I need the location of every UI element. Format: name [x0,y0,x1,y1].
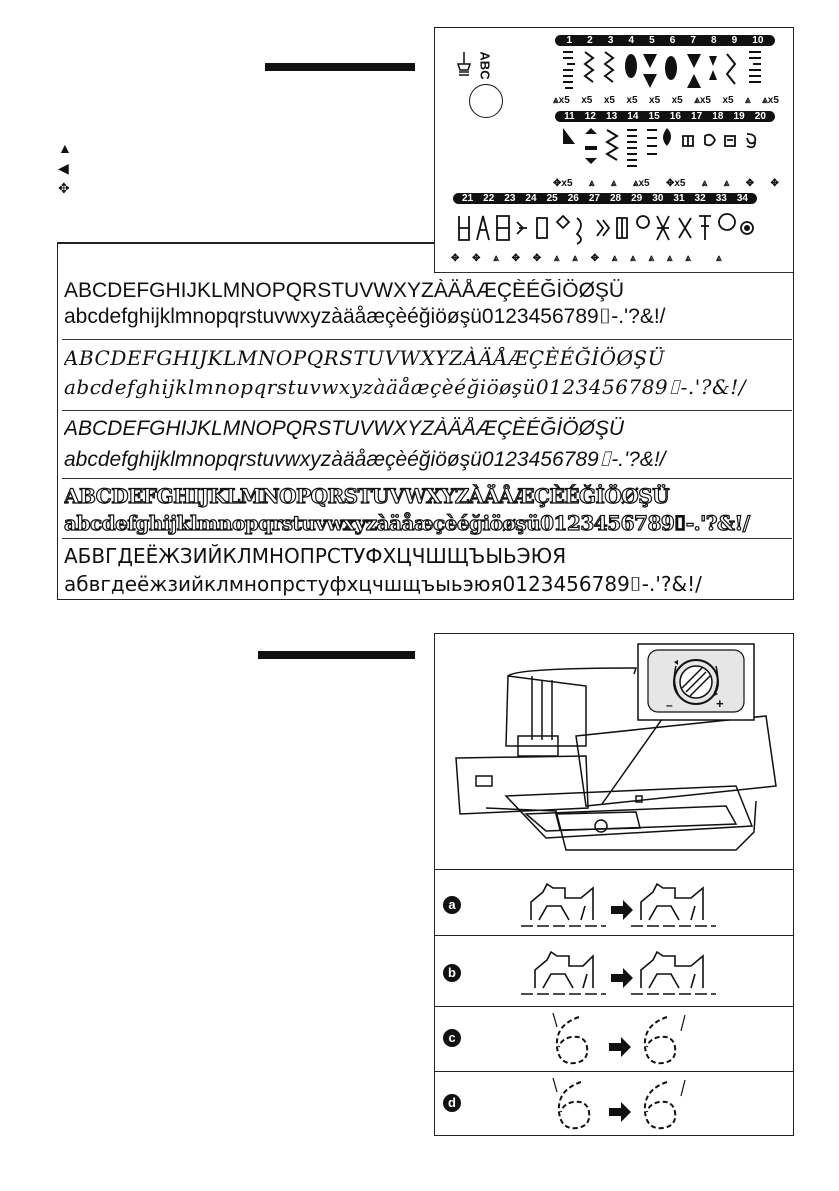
pattern-number-4: 4 [628,35,635,46]
stitch-direction-symbol-3: x5 [603,95,615,106]
stitch-direction-symbol-6: ⩓ [553,253,560,264]
font2-lowercase [64,375,793,399]
pattern-number-13: 33 [715,193,727,204]
dog-pattern-b-illustration [521,948,731,998]
step-label-c: c [443,1029,461,1047]
pattern-number-8: 8 [711,35,717,46]
pattern-number-2: 12 [584,111,596,122]
pattern-stitches-row-1 [559,48,773,94]
digit-6-pattern-c-illustration [545,1011,725,1069]
font3-lowercase-text: abcdefghijklmnopqrstuvwxyzàäåæçèéğiöøşü0123456789 [64,448,599,471]
font4-uppercase: ABCDEFGHIJKLMNOPQRSTUVWXYZÀÄÅÆÇÈÉĞİÖØŞÜ [64,484,670,508]
pattern-number-5: 15 [648,111,660,122]
pattern-number-6: 26 [567,193,579,204]
abc-foot-label: ABC [477,51,493,80]
legend-multidirection-icon: ✥ [58,180,70,196]
stitch-direction-symbol-6: x5 [671,95,683,106]
font5-tail: -.'?&!/ [641,572,702,596]
pattern-number-10: 30 [652,193,664,204]
pattern-symbol-34: ⩓ [716,253,722,264]
pattern-number-5: 25 [546,193,558,204]
digit-6-pattern-d-illustration [545,1076,725,1134]
stitch-direction-symbol-7: ⩓ [723,178,730,189]
step-row-a [435,869,794,935]
font-separator-0 [440,272,792,273]
stitch-direction-symbol-4: x5 [626,95,638,106]
stitch-direction-symbol-10: ⩓ [630,253,636,264]
font3-lowercase [64,448,793,472]
pattern-numbers-row-3 [453,193,757,204]
pattern-number-9: 19 [733,111,745,122]
stitch-direction-symbol-9: ✥ [770,178,779,189]
step-label-b: b [443,964,461,982]
font-panel-top-border [57,242,435,244]
font2-tail: -.'?&!/ [680,375,747,399]
stitch-direction-symbol-2: ✥ [472,253,481,264]
pattern-number-10: 10 [752,35,764,46]
pattern-number-1: 21 [462,193,474,204]
legend-forward-icon: ▲ [58,140,72,156]
font1-box-icon: ⌷ [598,305,612,328]
font-separator-3 [62,478,792,479]
font1-lowercase [64,305,793,329]
pattern-number-8: 18 [712,111,724,122]
stitch-direction-symbol-7: ⩓x5 [694,95,711,106]
font5-uppercase: АБВГДЕЁЖЗИЙКЛМНОПРСТУФХЦЧШЩЪЫЬЭЮЯ [64,544,567,568]
stitch-direction-symbol-1: ✥x5 [553,178,573,189]
stitch-direction-symbol-8: x5 [722,95,734,106]
pattern-number-11: 31 [673,193,685,204]
pattern-chart-panel [434,27,794,273]
foot-circle-icon [469,84,503,118]
section-heading-bar-top [265,63,415,71]
stitch-direction-symbol-4: ⩓x5 [632,178,650,189]
stitch-direction-symbol-10: ⩓x5 [762,95,779,106]
stitch-direction-symbol-2: ⩓ [588,178,595,189]
presser-foot-icon [455,50,473,76]
font-separator-1 [62,339,792,340]
stitch-direction-symbol-13: ⩓ [685,253,691,264]
stitch-direction-symbol-3: ⩓ [493,253,499,264]
sewing-machine-illustration [436,636,792,868]
pattern-number-7: 27 [588,193,600,204]
stitch-direction-symbol-9: ⩓ [611,253,618,264]
pattern-number-9: 29 [631,193,643,204]
pattern-number-9: 9 [731,35,738,46]
stitch-direction-symbol-8: ✥ [590,253,600,264]
stitch-direction-symbol-8: ✥ [745,178,755,189]
font2-box-icon: ⌷ [668,375,681,399]
pattern-number-4: 24 [525,193,537,204]
legend-sideways-icon: ◀ [58,160,69,176]
font-separator-2 [62,410,792,411]
section-heading-bar-bottom [258,651,415,659]
stitch-direction-symbol-4: ✥ [511,253,521,264]
pattern-symbols-row-1 [553,95,779,106]
font3-box-icon: ⌷ [598,448,612,471]
pattern-number-1: 1 [566,35,573,46]
pattern-number-3: 3 [607,35,614,46]
font5-box-icon: ⌷ [629,572,642,596]
pattern-number-2: 2 [587,35,593,46]
step-label-d: d [443,1094,461,1112]
pattern-number-3: 13 [606,111,618,122]
font5-lowercase [64,572,793,596]
pattern-number-1: 11 [564,111,575,122]
stitch-direction-symbol-12: ⩓ [666,253,673,264]
dial-plus-label: + [716,696,724,711]
font1-uppercase: ABCDEFGHIJKLMNOPQRSTUVWXYZÀÄÅÆÇÈÉĞİÖØŞÜ [64,279,625,302]
font2-lowercase-text: abcdefghijklmnopqrstuvwxyzàäåæçèéğiöøşü0123456789 [64,375,669,399]
stitch-direction-symbol-1: ⩓x5 [553,95,570,106]
step-label-a: a [443,896,461,914]
font3-tail: -.'?&!/ [611,448,666,471]
pattern-number-3: 23 [504,193,516,204]
stitch-direction-symbol-6: ⩓ [701,178,708,189]
stitch-direction-symbol-5: ✥x5 [665,178,686,189]
stitch-direction-symbol-7: ⩓ [572,253,578,264]
font1-tail: -.'?&!/ [611,305,666,328]
stitch-direction-symbol-3: ⩓ [610,178,617,189]
pattern-symbols-row-2 [553,178,779,189]
step-row-c [435,1006,794,1071]
pattern-number-2: 22 [483,193,495,204]
stitch-direction-symbol-2: x5 [581,95,593,106]
pattern-number-8: 28 [609,193,622,204]
stitch-direction-symbol-11: ⩓ [648,253,655,264]
pattern-number-10: 20 [754,111,766,122]
dial-minus-label: – [666,698,673,712]
stitch-direction-symbol-9: ⩓ [745,95,751,106]
pattern-number-14: 34 [736,193,748,204]
pattern-numbers-row-2 [555,111,775,122]
pattern-numbers-row-1 [555,35,775,46]
pattern-number-6: 6 [669,35,676,46]
stitch-direction-symbol-5: ✥ [532,253,542,264]
pattern-number-12: 32 [694,193,706,204]
pattern-stitches-row-2 [559,124,773,176]
font1-lowercase-text: abcdefghijklmnopqrstuvwxyzàäåæçèéğiöøşü0123456789 [64,305,599,328]
font4-box-icon: ⌷ [674,511,686,535]
stitch-direction-symbol-5: x5 [649,95,661,106]
font4-lowercase-text: abcdefghijklmnopqrstuvwxyzàäåæçèéğiöøşü0123456789 [64,511,675,535]
pattern-number-5: 5 [649,35,655,46]
dog-pattern-a-illustration [521,880,731,930]
pattern-number-7: 7 [690,35,696,46]
stitch-direction-symbol-1: ✥ [451,253,460,264]
font-separator-4 [62,538,792,539]
font3-uppercase: ABCDEFGHIJKLMNOPQRSTUVWXYZÀÄÅÆÇÈÉĞİÖØŞÜ [64,417,625,440]
font5-lowercase-text: абвгдеёжзийклмнопрстуфхцчшщъыьэюя0123456789 [64,572,630,596]
pattern-number-4: 14 [627,111,639,122]
font4-tail: -.'?&!/ [685,511,750,535]
font2-uppercase: ABCDEFGHIJKLMNOPQRSTUVWXYZÀÄÅÆÇÈÉĞİÖØŞÜ [64,346,665,370]
pattern-number-6: 16 [669,111,681,122]
font4-lowercase [64,511,793,535]
pattern-number-7: 17 [691,111,703,122]
step-row-b [435,935,794,1006]
step-row-d [435,1071,794,1136]
